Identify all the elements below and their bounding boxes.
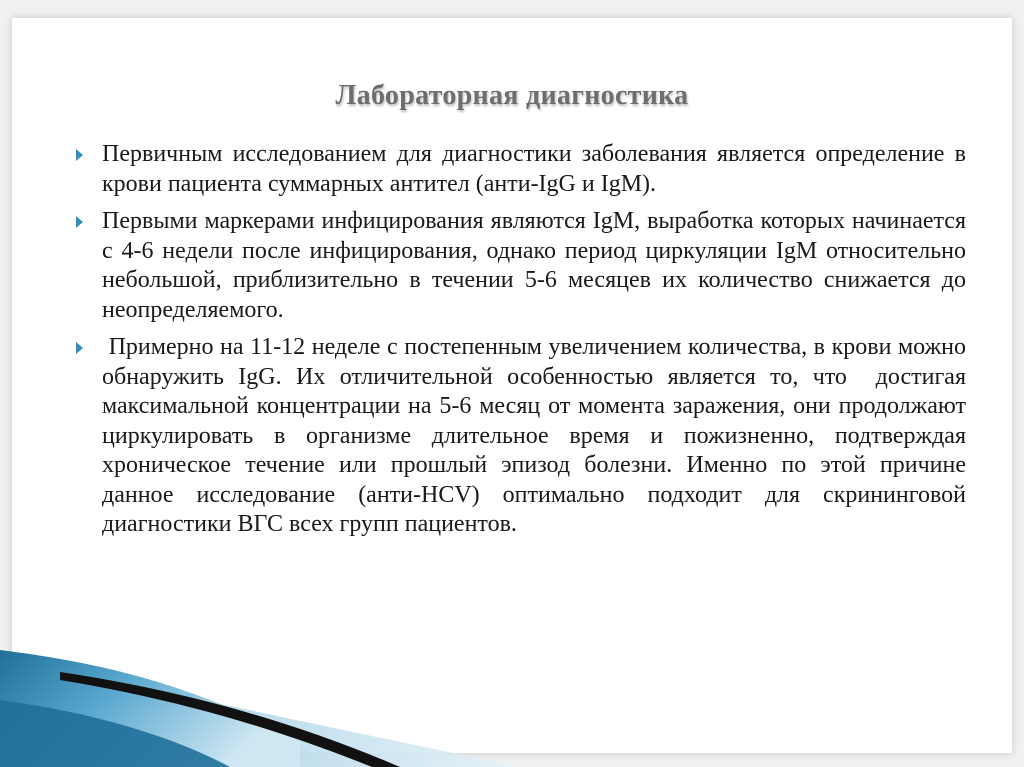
triangle-right-icon — [76, 149, 83, 161]
bullet-list — [76, 140, 973, 548]
slide-title: Лабораторная диагностика — [335, 80, 689, 111]
bullet-text: Первичным исследованием для диагностики заболевания является определение в крови пациента суммарных антител (анти-IgG и IgM). — [102, 141, 966, 197]
triangle-right-icon — [76, 216, 83, 228]
bullet-item — [76, 333, 973, 540]
bullet-item — [76, 207, 966, 325]
bullet-text: Примерно на 11-12 неделе с постепенным увеличением количества, в крови можно обнаружить IgG. Их отличительной особенностью является то, что достигая максимальной концентрации на 5-6 месяц от момента заражения, они продолжают циркулировать в организме длительное время и пожизненно, подтверждая хроническое течение или прошлый эпизод болезни. Именно по этой причине данное исследование (анти-HCV) оптимально подходит для скрининговой диагностики ВГС всех групп пациентов. — [102, 334, 973, 537]
triangle-right-icon — [76, 342, 83, 354]
bullet-item — [76, 140, 966, 199]
bullet-text: Первыми маркерами инфицирования являются IgM, выработка которых начинается с 4-6 недели после инфицирования, однако период циркуляции IgM относительно небольшой, приблизительно в течении 5-6 месяцев их количество снижается до неопределяемого. — [102, 208, 966, 323]
